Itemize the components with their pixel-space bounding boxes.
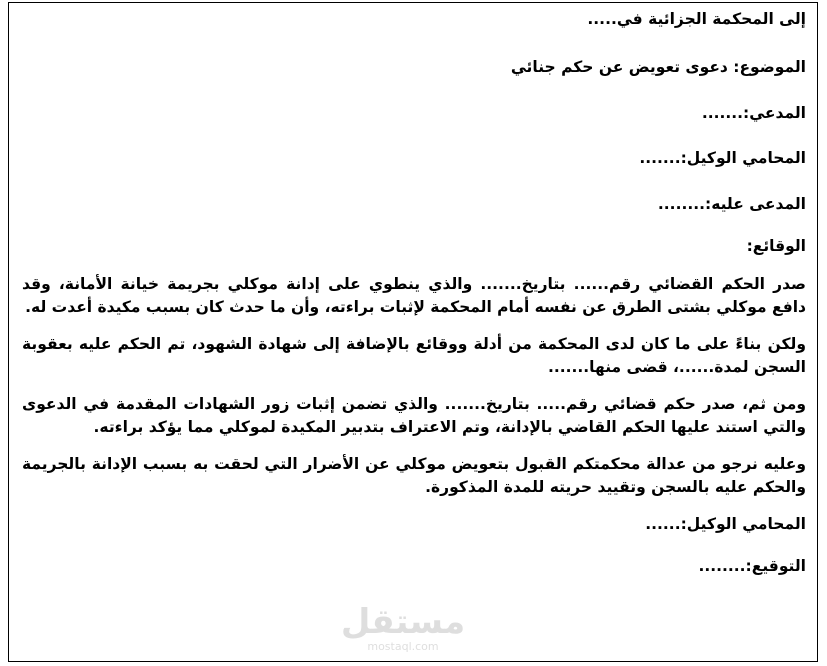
- plaintiff-line: المدعي:.......: [701, 104, 806, 122]
- facts-paragraph-2: ولكن بناءً على ما كان لدى المحكمة من أدلة ووقائع بالإضافة إلى شهادة الشهود، تم الحكم عليه بعقوبة السجن لمدة......، قضى منها.......: [22, 335, 806, 376]
- facts-paragraph-1: صدر الحكم القضائي رقم...... بتاريخ....... والذي ينطوي على إدانة موكلي بجريمة خيانة الأمانة، وقد دافع موكلي بشتى الطرق عن نفسه أمام المحكمة لإثبات براءته، وأن ما حدث كان بسبب مكيدة أعدت له.: [22, 275, 806, 316]
- subject-line: الموضوع: دعوى تعويض عن حكم جنائي: [510, 58, 806, 76]
- facts-paragraph-4: وعليه نرجو من عدالة محكمتكم القبول بتعويض موكلي عن الأضرار التي لحقت به بسبب الإدانة بالجريمة والحكم عليه بالسجن وتقييد حريته للمدة المذكورة.: [22, 455, 806, 496]
- facts-paragraph-3: ومن ثم، صدر حكم قضائي رقم..... بتاريخ....... والذي تضمن إثبات زور الشهادات المقدمة في الدعوى والتي استند عليها الحكم القاضي بالإدانة، وتم الاعتراف بتدبير المكيدة لموكلي مما يؤكد براءته.: [22, 395, 806, 436]
- lawsuit-document: [22, 8, 806, 577]
- signature-line: التوقيع:........: [698, 557, 806, 575]
- watermark-logo: مستقل: [340, 602, 466, 642]
- watermark-site: mostaql.com: [367, 640, 439, 653]
- footer-lawyer-line: المحامي الوكيل:......: [645, 515, 806, 533]
- defendant-line: المدعى عليه:........: [657, 195, 806, 213]
- facts-heading: الوقائع:: [746, 237, 806, 255]
- court-address: إلى المحكمة الجزائية في.....: [587, 10, 806, 28]
- lawyer-line: المحامي الوكيل:.......: [639, 149, 806, 167]
